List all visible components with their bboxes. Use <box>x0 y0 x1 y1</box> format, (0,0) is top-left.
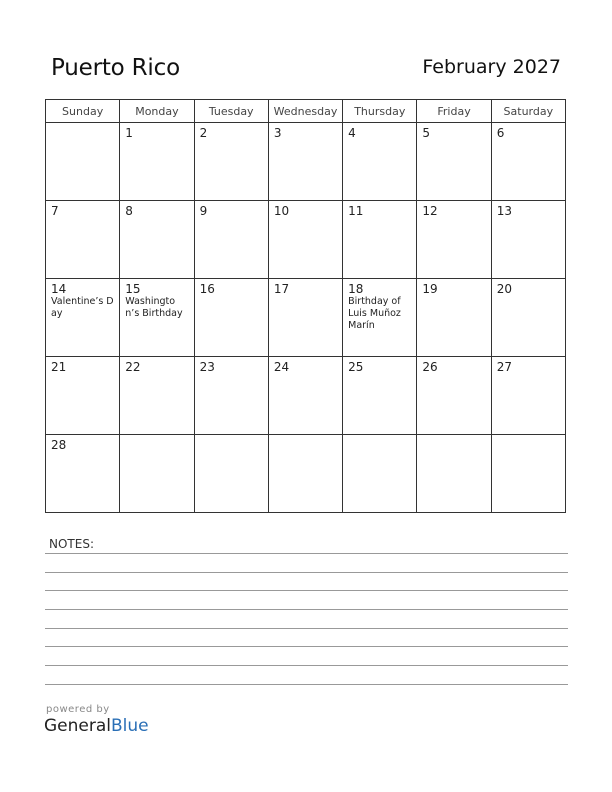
day-cell <box>194 279 268 357</box>
weekday-header: Friday <box>417 100 491 123</box>
day-number: 3 <box>273 126 282 140</box>
week-row <box>46 279 566 357</box>
day-number: 23 <box>199 360 215 374</box>
day-number: 12 <box>422 204 438 218</box>
weekday-header: Saturday <box>491 100 565 123</box>
day-number: 5 <box>422 126 431 140</box>
day-cell <box>194 123 268 201</box>
day-number: 25 <box>348 360 364 374</box>
day-cell <box>343 357 417 435</box>
day-number: 17 <box>273 282 290 296</box>
day-number: 19 <box>422 282 438 296</box>
day-cell <box>491 279 565 357</box>
day-cell <box>343 435 417 513</box>
day-cell <box>194 201 268 279</box>
note-line <box>45 646 568 647</box>
weekday-header-row <box>46 100 566 123</box>
day-cell <box>417 357 491 435</box>
day-cell <box>120 357 194 435</box>
day-number: 18 <box>348 282 364 296</box>
day-cell <box>417 435 491 513</box>
day-cell <box>417 123 491 201</box>
day-number: 7 <box>51 204 59 218</box>
weekday-header: Wednesday <box>268 100 342 123</box>
day-cell <box>120 123 194 201</box>
weekday-header: Thursday <box>343 100 417 123</box>
day-number: 13 <box>496 204 512 218</box>
day-cell <box>343 201 417 279</box>
day-cell <box>268 201 342 279</box>
week-row <box>46 201 566 279</box>
day-cell <box>46 201 120 279</box>
note-line <box>45 609 568 610</box>
day-cell <box>491 357 565 435</box>
day-cell <box>343 123 417 201</box>
week-row <box>46 357 566 435</box>
day-cell <box>268 435 342 513</box>
brand-blue: Blue <box>111 716 149 736</box>
day-cell <box>268 357 342 435</box>
day-cell <box>120 201 194 279</box>
day-number: 2 <box>199 126 208 140</box>
day-number: 16 <box>199 282 215 296</box>
day-number: 14 <box>51 282 67 296</box>
day-cell <box>268 279 342 357</box>
calendar-grid <box>45 99 566 513</box>
generalblue-logo <box>44 716 149 736</box>
day-cell <box>491 201 565 279</box>
day-cell <box>343 279 417 357</box>
day-cell <box>46 279 120 357</box>
day-number: 1 <box>125 126 133 140</box>
day-number: 8 <box>125 204 133 218</box>
day-cell <box>46 435 120 513</box>
day-number: 21 <box>51 360 67 374</box>
day-cell <box>194 357 268 435</box>
day-number: 15 <box>125 282 141 296</box>
note-line <box>45 684 568 685</box>
day-number: 22 <box>125 360 141 374</box>
day-number: 9 <box>199 204 208 218</box>
note-line <box>45 553 568 554</box>
note-line <box>45 665 568 666</box>
brand-general: General <box>44 716 111 736</box>
day-cell <box>268 123 342 201</box>
day-cell <box>46 357 120 435</box>
day-cell <box>491 123 565 201</box>
day-number: 4 <box>348 126 356 140</box>
week-row <box>46 123 566 201</box>
powered-by-text: powered by <box>46 704 110 715</box>
day-cell <box>491 435 565 513</box>
day-number: 11 <box>348 204 364 218</box>
day-number: 10 <box>273 204 290 218</box>
calendar-country-title: Puerto Rico <box>51 55 180 81</box>
note-line <box>45 572 568 573</box>
day-cell <box>46 123 120 201</box>
day-number: 28 <box>51 438 67 452</box>
day-number: 26 <box>422 360 438 374</box>
note-line <box>45 628 568 629</box>
note-line <box>45 590 568 591</box>
day-cell <box>120 435 194 513</box>
day-cell <box>417 279 491 357</box>
notes-label: NOTES: <box>49 537 94 551</box>
weekday-header: Sunday <box>46 100 120 123</box>
week-row <box>46 435 566 513</box>
day-cell <box>194 435 268 513</box>
day-number: 20 <box>496 282 512 296</box>
day-cell <box>417 201 491 279</box>
holiday-event: Washington’s Birthday <box>125 296 183 319</box>
holiday-event: Valentine’s Day <box>51 296 114 319</box>
holiday-event: Birthday of Luis Muñoz Marín <box>348 296 401 331</box>
day-number: 27 <box>496 360 512 374</box>
weekday-header: Monday <box>120 100 194 123</box>
day-number: 6 <box>496 126 505 140</box>
calendar-month-year: February 2027 <box>422 56 561 78</box>
weekday-header: Tuesday <box>194 100 268 123</box>
day-cell <box>120 279 194 357</box>
day-number: 24 <box>273 360 290 374</box>
